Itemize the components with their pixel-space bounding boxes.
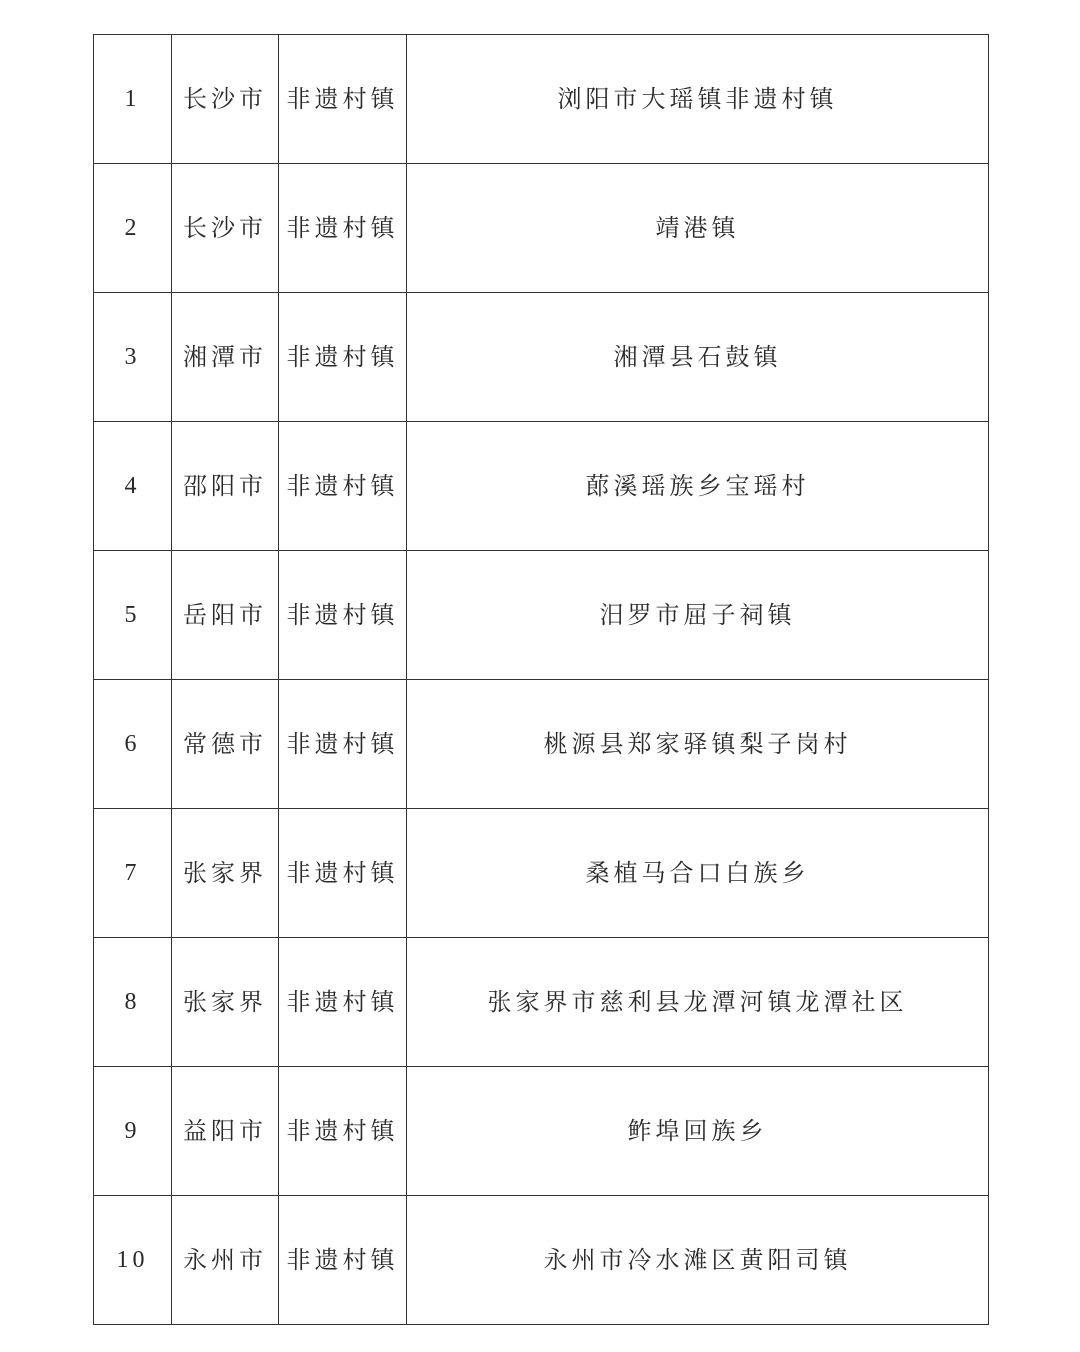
row-number: 3 (94, 293, 172, 422)
row-category: 非遗村镇 (279, 809, 407, 938)
row-city: 岳阳市 (172, 551, 279, 680)
row-town-name: 靖港镇 (407, 164, 989, 293)
row-category: 非遗村镇 (279, 680, 407, 809)
table-row (94, 680, 989, 809)
row-category: 非遗村镇 (279, 422, 407, 551)
table-row (94, 1067, 989, 1196)
row-city: 张家界 (172, 809, 279, 938)
row-town-name: 桃源县郑家驿镇梨子岗村 (407, 680, 989, 809)
row-town-name: 汨罗市屈子祠镇 (407, 551, 989, 680)
table-row (94, 809, 989, 938)
row-number: 10 (94, 1196, 172, 1325)
table-row (94, 1196, 989, 1325)
row-town-name: 湘潭县石鼓镇 (407, 293, 989, 422)
heritage-towns-table-container (93, 34, 988, 1325)
row-city: 永州市 (172, 1196, 279, 1325)
row-number: 1 (94, 35, 172, 164)
row-city: 湘潭市 (172, 293, 279, 422)
row-city: 长沙市 (172, 35, 279, 164)
row-category: 非遗村镇 (279, 35, 407, 164)
row-town-name: 张家界市慈利县龙潭河镇龙潭社区 (407, 938, 989, 1067)
row-number: 9 (94, 1067, 172, 1196)
heritage-towns-table (93, 34, 989, 1325)
row-town-name: 永州市冷水滩区黄阳司镇 (407, 1196, 989, 1325)
table-row (94, 293, 989, 422)
table-row (94, 35, 989, 164)
row-category: 非遗村镇 (279, 1067, 407, 1196)
row-number: 8 (94, 938, 172, 1067)
row-town-name: 桑植马合口白族乡 (407, 809, 989, 938)
row-category: 非遗村镇 (279, 293, 407, 422)
table-row (94, 422, 989, 551)
row-number: 2 (94, 164, 172, 293)
row-town-name: 浏阳市大瑶镇非遗村镇 (407, 35, 989, 164)
table-row (94, 938, 989, 1067)
row-city: 张家界 (172, 938, 279, 1067)
row-number: 5 (94, 551, 172, 680)
row-number: 6 (94, 680, 172, 809)
row-city: 常德市 (172, 680, 279, 809)
row-town-name: 蓈溪瑶族乡宝瑶村 (407, 422, 989, 551)
row-category: 非遗村镇 (279, 938, 407, 1067)
row-city: 益阳市 (172, 1067, 279, 1196)
row-category: 非遗村镇 (279, 1196, 407, 1325)
row-number: 7 (94, 809, 172, 938)
row-city: 邵阳市 (172, 422, 279, 551)
row-category: 非遗村镇 (279, 164, 407, 293)
row-number: 4 (94, 422, 172, 551)
row-city: 长沙市 (172, 164, 279, 293)
table-row (94, 551, 989, 680)
table-row (94, 164, 989, 293)
row-category: 非遗村镇 (279, 551, 407, 680)
row-town-name: 鲊埠回族乡 (407, 1067, 989, 1196)
